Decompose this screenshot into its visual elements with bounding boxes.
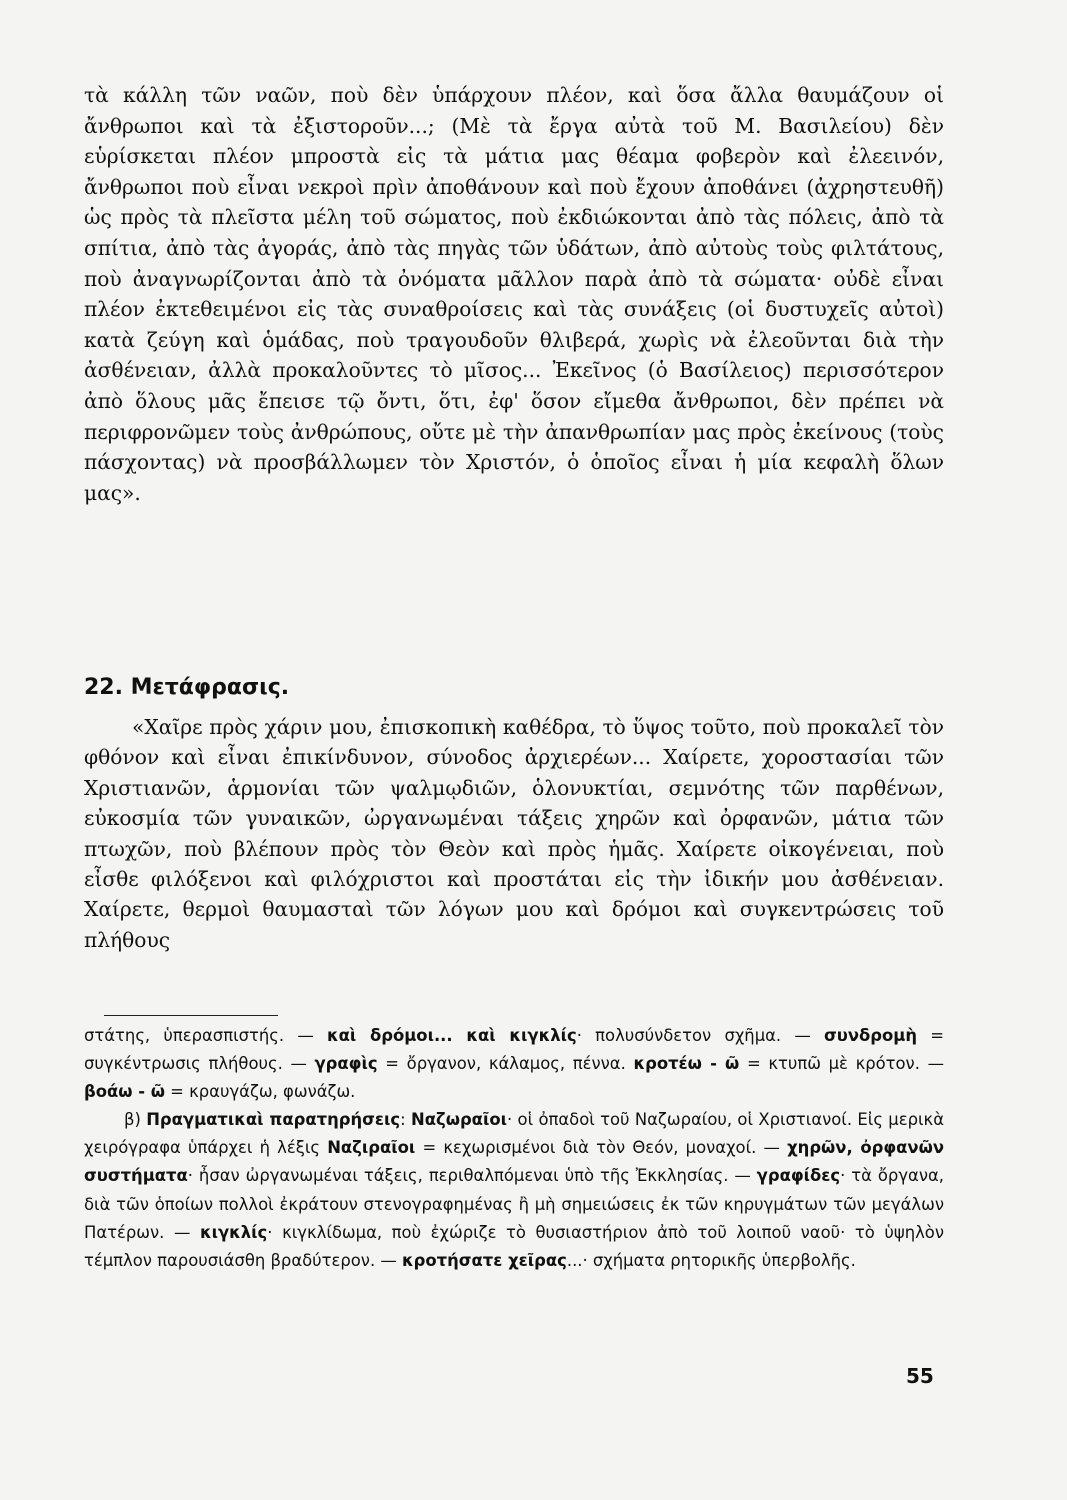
quote-paragraph: «Χαῖρε πρὸς χάριν μου, ἐπισκοπικὴ καθέδρα, τὸ ὕψος τοῦτο, ποὺ προκαλεῖ τὸν φθόνον καὶ εἶναι ἐπικίνδυνον, σύνοδος ἀρχιερέων... Χαίρετε, χοροστασίαι τῶν Χριστιανῶν, ἁρμονίαι τῶν ψαλμῳδιῶν, ὁλονυκτίαι, σεμνότης τῶν παρθένων, εὐκοσμία τῶν γυναικῶν, ὠργανωμέναι τάξεις χηρῶν καὶ ὀρφανῶν, μάτια τῶν πτωχῶν, ποὺ βλέπουν πρὸς τὸν Θεὸν καὶ πρὸς ἡμᾶς. Χαίρετε οἰκογένειαι, ποὺ εἶσθε φιλόξενοι καὶ φιλόχριστοι καὶ προστάται εἰς τὴν ἰδικήν μου ἀσθένειαν. Χαίρετε, θερμοὶ θαυμασταὶ τῶν λόγων μου καὶ δρόμοι καὶ συγκεντρώσεις τοῦ πλήθους [84,715,944,952]
quote-text-block [84,712,944,955]
footnote-2: β) Πραγματικαὶ παρατηρήσεις: Ναζωραῖοι· οἱ ὀπαδοὶ τοῦ Ναζωραίου, οἱ Χριστιανοί. Εἰς μερικὰ χειρόγραφα ὑπάρχει ἡ λέξις Ναζιραῖοι = κεχωρισμένοι διὰ τὸν Θεόν, μοναχοί. — χηρῶν, ὀρφανῶν συστήματα· ἦσαν ὠργανωμέναι τάξεις, περιθαλπόμεναι ὑπὸ τῆς Ἐκκλησίας. — γραφίδες· τὰ ὄργανα, διὰ τῶν ὁποίων πολλοὶ ἐκράτουν στενογραφημένας ἢ μὴ σημειώσεις ἐκ τῶν κηρυγμάτων τῶν μεγάλων Πατέρων. — κιγκλίς· κιγκλίδωμα, ποὺ ἐχώριζε τὸ θυσιαστήριον ἀπὸ τοῦ λοιποῦ ναοῦ· τὸ ὑψηλὸν τέμπλον παρουσιάσθη βραδύτερον. — κροτήσατε χεῖρας...· σχήματα ρητορικῆς ὑπερβολῆς. [84,1110,945,1270]
section-heading: 22. Μετάφρασις. [84,675,290,700]
main-paragraph: τὰ κάλλη τῶν ναῶν, ποὺ δὲν ὑπάρχουν πλέον, καὶ ὅσα ἄλλα θαυμάζουν οἱ ἄνθρωποι καὶ τὰ ἐξιστοροῦν...; (Μὲ τὰ ἔργα αὐτὰ τοῦ Μ. Βασιλείου) δὲν εὑρίσκεται πλέον μπροστὰ εἰς τὰ μάτια μας θέαμα φοβερὸν καὶ ἐλεεινόν, ἄνθρωποι ποὺ εἶναι νεκροὶ πρὶν ἀποθάνουν καὶ ποὺ ἔχουν ἀποθάνει (ἀχρηστευθῆ) ὡς πρὸς τὰ πλεῖστα μέλη τοῦ σώματος, ποὺ ἐκδιώκονται ἀπὸ τὰς πόλεις, ἀπὸ τὰ σπίτια, ἀπὸ τὰς ἀγοράς, ἀπὸ τὰς πηγὰς τῶν ὑδάτων, ἀπὸ αὐτοὺς τοὺς φιλτάτους, ποὺ ἀναγνωρίζονται ἀπὸ τὰ ὀνόματα μᾶλλον παρὰ ἀπὸ τὰ σώματα· οὐδὲ εἶναι πλέον ἐκτεθειμένοι εἰς τὰς συναθροίσεις καὶ τὰς συνάξεις (οἱ δυστυχεῖς αὐτοὶ) κατὰ ζεύγη καὶ ὁμάδας, ποὺ τραγουδοῦν θλιβερά, χωρὶς νὰ ἐλεοῦνται διὰ τὴν ἀσθένειαν, ἀλλὰ προκαλοῦντες τὸ μῖσος... Ἐκεῖνος (ὁ Βασίλειος) περισσότερον ἀπὸ ὅλους μᾶς ἔπεισε τῷ ὄντι, ὅτι, ἐφ' ὅσον εἴμεθα ἄνθρωποι, δὲν πρέπει νὰ περιφρονῶμεν τοὺς ἀνθρώπους, οὔτε μὲ τὴν ἀπανθρωπίαν μας πρὸς ἐκείνους (τοὺς πάσχοντας) νὰ προσβάλλωμεν τὸν Χριστόν, ὁ ὁποῖος εἶναι ἡ μία κεφαλὴ ὅλων μας». [84,83,944,505]
main-text-block [84,80,944,508]
page-number: 55 [906,1364,934,1388]
footnote-divider [104,1015,278,1016]
footnote-1: στάτης, ὑπερασπιστής. — καὶ δρόμοι... καὶ κιγκλίς· πολυσύνδετον σχῆμα. — συνδρομὴ = συγκέντρωσις πλήθους. — γραφὶς = ὄργανον, κάλαμος, πέννα. κροτέω - ῶ = κτυπῶ μὲ κρότον. — βοάω - ῶ = κραυγάζω, φωνάζω. [84,1026,944,1102]
footnotes [84,1022,944,1275]
